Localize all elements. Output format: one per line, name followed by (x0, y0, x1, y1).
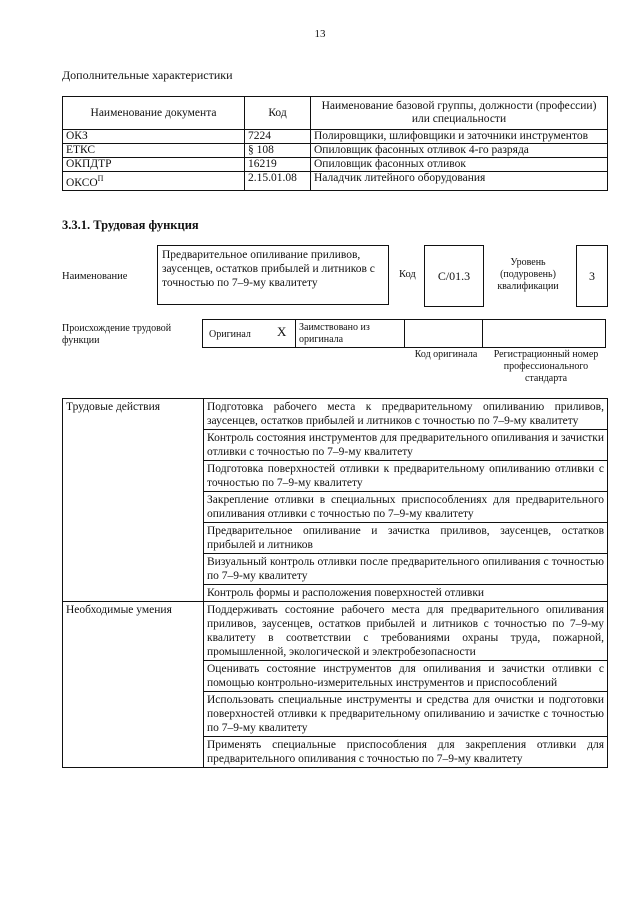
table-row (63, 144, 608, 158)
function-name-box: Предварительное опиливание приливов, заусенцев, остатков прибылей и литников с точностью по 7–9-му квалитету (157, 245, 389, 305)
column-header: Наименование документа (63, 97, 245, 130)
name-cell: Опиловщик фасонных отливок (311, 158, 608, 172)
original-label: Оригинал (209, 329, 251, 340)
original-cell (202, 319, 296, 348)
table-row (63, 399, 608, 430)
original-code-caption: Код оригинала (414, 349, 478, 360)
original-code-cell (404, 319, 483, 348)
column-header: Наименование базовой группы, должности (профессии) или специальности (311, 97, 608, 130)
labor-function-heading: 3.3.1. Трудовая функция (62, 218, 199, 232)
doc-text: ОКСО (66, 176, 98, 189)
function-code-box: C/01.3 (424, 245, 484, 307)
code-cell: 7224 (245, 130, 311, 144)
table-header-row (63, 97, 608, 130)
level-label: Уровень (подуровень) квалификации (497, 257, 559, 292)
name-cell: Полировщики, шлифовщики и заточники инструментов (311, 130, 608, 144)
doc-cell: ОКПДТР (63, 158, 245, 172)
category-cell: Трудовые действия (63, 399, 204, 602)
borrowed-cell: Заимствовано из оригинала (295, 319, 405, 348)
column-header: Код (245, 97, 311, 130)
table-row (63, 130, 608, 144)
labor-function-details-table (62, 398, 608, 768)
item-cell: Визуальный контроль отливки после предварительного опиливания с точностью по 7–9-му квалитету (204, 554, 608, 585)
name-cell: Опиловщик фасонных отливок 4-го разряда (311, 144, 608, 158)
category-cell: Необходимые умения (63, 602, 204, 768)
item-cell: Контроль формы и расположения поверхностей отливки (204, 585, 608, 602)
page-number: 13 (314, 28, 326, 40)
name-cell: Наладчик литейного оборудования (311, 172, 608, 191)
item-cell: Закрепление отливки в специальных приспособлениях для предварительного опиливания отливки с точностью по 7–9-му квалитету (204, 492, 608, 523)
item-cell: Предварительное опиливание и зачистка приливов, заусенцев, остатков прибылей и литников (204, 523, 608, 554)
table-row (63, 158, 608, 172)
item-cell: Подготовка рабочего места к предварительному опиливанию приливов, заусенцев, остатков прибылей и литников с точностью по 7–9-му квалитету (204, 399, 608, 430)
registration-number-cell (482, 319, 606, 348)
registration-number-caption: Регистрационный номер профессионального стандарта (493, 349, 599, 384)
code-cell: 16219 (245, 158, 311, 172)
item-cell: Подготовка поверхностей отливки к предварительному опиливанию отливки с точностью по 7–9-му квалитету (204, 461, 608, 492)
item-cell: Использовать специальные инструменты и средства для очистки и подготовки поверхностей отливки к предварительному опиливанию и зачистке с точностью по 7–9-му квалитету (204, 692, 608, 737)
code-cell: 2.15.01.08 (245, 172, 311, 191)
origin-row (202, 319, 606, 348)
code-label: Код (399, 269, 416, 280)
item-cell: Оценивать состояние инструментов для опиливания и зачистки отливки с помощью контрольно-измерительных инструментов и приспособлений (204, 661, 608, 692)
table-row (63, 172, 608, 191)
doc-superscript: П (97, 174, 104, 183)
qualification-level-box: 3 (576, 245, 608, 307)
original-mark: X (277, 324, 287, 339)
doc-cell: ЕТКС (63, 144, 245, 158)
origin-label: Происхождение трудовой функции (62, 323, 172, 346)
item-cell: Контроль состояния инструментов для предварительного опиливания и зачистки отливки с точностью по 7–9-му квалитету (204, 430, 608, 461)
name-label: Наименование (62, 271, 128, 282)
table-row (63, 602, 608, 661)
item-cell: Поддерживать состояние рабочего места для предварительного опиливания приливов, заусенцев, остатков прибылей и литников с точностью по 7–9-му квалитету в соответствии с требованиями охраны труда, пожарной, промышленной, экологической и электробезопасности (204, 602, 608, 661)
doc-cell: ОКЗ (63, 130, 245, 144)
code-cell: § 108 (245, 144, 311, 158)
item-cell: Применять специальные приспособления для закрепления отливки для предварительного опиливания с точностью по 7–9-му квалитету (204, 737, 608, 768)
extra-characteristics-heading: Дополнительные характеристики (62, 68, 233, 82)
extra-characteristics-table (62, 96, 608, 191)
doc-cell (63, 172, 245, 191)
